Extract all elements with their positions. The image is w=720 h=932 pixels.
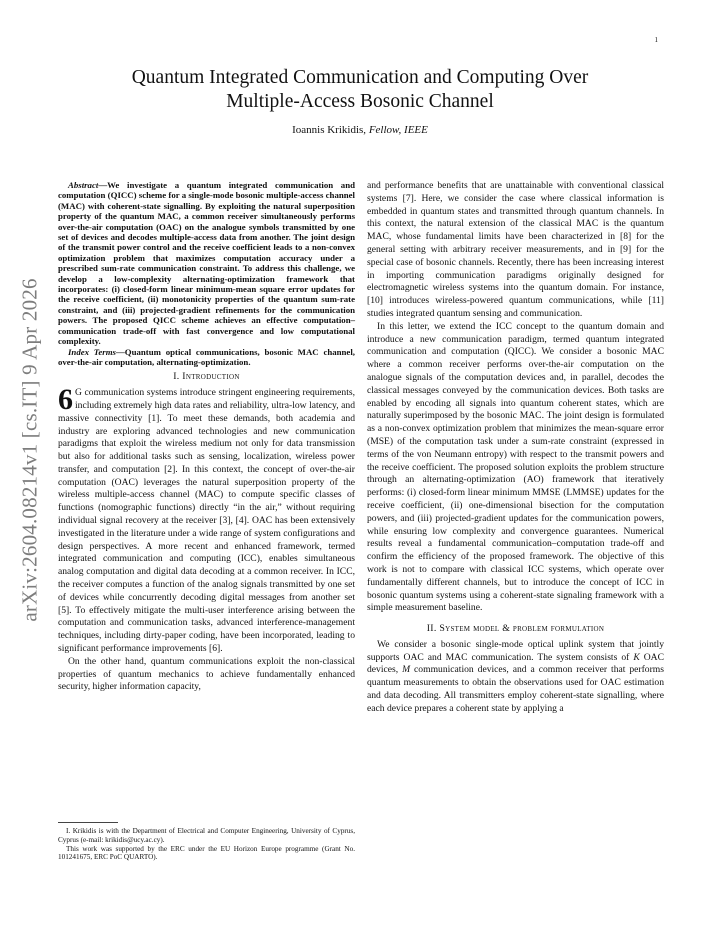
author-name: Ioannis Krikidis, xyxy=(292,124,367,136)
title-line-1: Quantum Integrated Communication and Computing Over xyxy=(131,67,589,88)
page-number: 1 xyxy=(654,36,658,44)
index-terms-text: —Quantum optical communications, bosonic MAC channel, over-the-air computation, alternating-optimization. xyxy=(58,346,355,367)
system-model-text-c: communication devices, and a common receiver that performs quantum measurements to obtain the observations used for OAC estimation and data decoding. All transmitters employ coherent-state signalling, where each device prepares a coherent state by applying a xyxy=(367,664,664,714)
footnote-rule xyxy=(58,822,118,823)
system-model-paragraph xyxy=(367,639,664,716)
author-title: Fellow, IEEE xyxy=(368,124,428,136)
section-heading-introduction: I. Introduction xyxy=(173,371,240,383)
right-paragraph-2: In this letter, we extend the ICC concept to the quantum domain and introduce a new communication paradigm, termed quantum integrated communication and computation (QICC). We consider a bosonic MAC where a common receiver performs over-the-air computation on the analogue signals of the computation devices and, in parallel, decodes the classical messages conveyed by the communication devices. Both tasks are enabled by encoding all signals into quantum coherent states, which are naturally superimposed by the bosonic MAC. The joint design is formulated as a non-convex optimization problem that minimizes the mean-square error (MSE) of the computation task under a sum-rate constraint (expressed in terms of the von Neumann entropy) with respect to the transmit powers and the receive coefficient. The proposed solution exploits the problem structure through an alternating-optimization (AO) framework that iteratively performs: (i) closed-form linear minimum MMSE (LMMSE) updates for the receive coefficient, (ii) one-dimensional bisection for the computation powers, and (iii) projected-gradient updates for the communication powers, while ensuring low complexity and convergence guarantees. Numerical results reveal a fundamental communication–computation trade-off and confirm the efficiency of the proposed framework. The objective of this work is not to compare with classical ICC systems, which operate over fundamentally different channels, but to introduce the concept of ICC in bosonic quantum systems using a coherent-state signaling framework with a simple measurement baseline. xyxy=(367,320,664,614)
paper-title xyxy=(60,66,660,114)
footnote-affiliation: I. Krikidis is with the Department of Electrical and Computer Engineering, University of Cyprus, Cyprus (e-mail: krikidis@ucy.ac.cy). xyxy=(58,827,355,844)
drop-cap: 6 xyxy=(58,383,73,417)
system-model-text-b: OAC devices, xyxy=(367,651,664,676)
right-column xyxy=(367,180,664,716)
math-K: K xyxy=(633,651,640,663)
arxiv-identifier: arXiv:2604.08214v1 [cs.IT] 9 Apr 2026 xyxy=(17,278,42,622)
intro-paragraph-1-text: G communication systems introduce stringent engineering requirements, including extremely high data rates and reliability, ultra-low latency, and massive connectivity [1]. To meet these demands, both academia and industry are exploring advanced technologies and new communication paradigms that exploit the wireless medium not only for data transmission but also for additional tasks such as sensing, localization, wireless power transfer, and computation [2]. In this context, the concept of over-the-air computation (OAC) leverages the natural superposition property of the wireless multiple-access channel (MAC) to compute specific classes of functions (nomographic functions) directly “in the air,” without requiring individual signal recovery at the receiver [3], [4]. OAC has been extensively investigated in the literature under a wide range of system configurations and design perspectives. A more recent and enhanced framework, termed integrated communication and computing (ICC), enables simultaneous analog computation and digital data decoding at a common receiver. In ICC, the receiver computes a function of the analog signals transmitted by one set of devices while concurrently decoding digital messages from another set [5]. To effectively mitigate the multi-user interference arising between the computation and communication tasks, advanced interference-management techniques, including dirty-paper coding, have been incorporated, leading to significant performance improvements [6]. xyxy=(58,387,355,655)
arxiv-sidebar xyxy=(12,200,48,700)
abstract-lead: Abstract xyxy=(68,180,99,190)
index-terms xyxy=(58,347,355,368)
footnote-funding: This work was supported by the ERC under the EU Horizon Europe programme (Grant No. 101241675, ERC PoC QUARTO). xyxy=(58,844,355,862)
system-model-text-a: We consider a bosonic single-mode optical uplink system that jointly supports OAC and MAC communication. The system consists of xyxy=(367,638,664,663)
left-column xyxy=(58,180,355,694)
title-line-2: Multiple-Access Bosonic Channel xyxy=(226,91,494,112)
index-terms-lead: Index Terms xyxy=(68,346,116,357)
intro-paragraph-2: On the other hand, quantum communications exploit the non-classical properties of quantum mechanics to achieve fundamentally enhanced security, higher information capacity, xyxy=(58,655,355,693)
intro-paragraph-1 xyxy=(58,383,355,656)
footnotes xyxy=(58,822,355,862)
right-paragraph-1: and performance benefits that are unattainable with conventional classical systems [7]. Here, we consider the case where classical information is embedded in quantum states and transmitted through quantum channels. In this context, the natural extension of the classical MAC is the quantum MAC, whose fundamental limits have been characterized in [8] for the general setting with arbitrary receiver measurements, and in [9] for the special case of bosonic channels. Recently, there has been increasing interest in importing communication paradigms originally designed for electromagnetic wireless systems into the quantum domain. For instance, [10] introduces wireless-powered quantum communications, while [11] studies integrated quantum sensing and communication. xyxy=(367,180,664,319)
abstract xyxy=(58,180,355,347)
section-heading-system-model: II. System model & problem formulation xyxy=(426,623,605,635)
abstract-text: —We investigate a quantum integrated communication and computation (QICC) scheme for a single-mode bosonic multiple-access channel (MAC) with coherent-state signalling. By exploiting the natural superposition property of the quantum MAC, a common receiver simultaneously performs over-the-air computation (OAC) on the analogue symbols transmitted by one set of devices and decodes multiple-access data from another. The joint design of the transmit power control and the receive coefficient leads to a non-convex optimization problem that maximizes computation accuracy under a prescribed sum-rate communication constraint. To address this challenge, we develop a low-complexity alternating-optimization framework that incorporates: (i) closed-form linear minimum-mean square error updates for the receive coefficient, (ii) monotonicity properties of the quantum sum-rate constraint, and (iii) projected-gradient refinements for the communication powers. The proposed QICC scheme achieves an effective computation–communication trade-off with fast convergence and low computational complexity. xyxy=(58,180,355,347)
author-line xyxy=(60,124,660,136)
math-M: M xyxy=(402,664,411,676)
